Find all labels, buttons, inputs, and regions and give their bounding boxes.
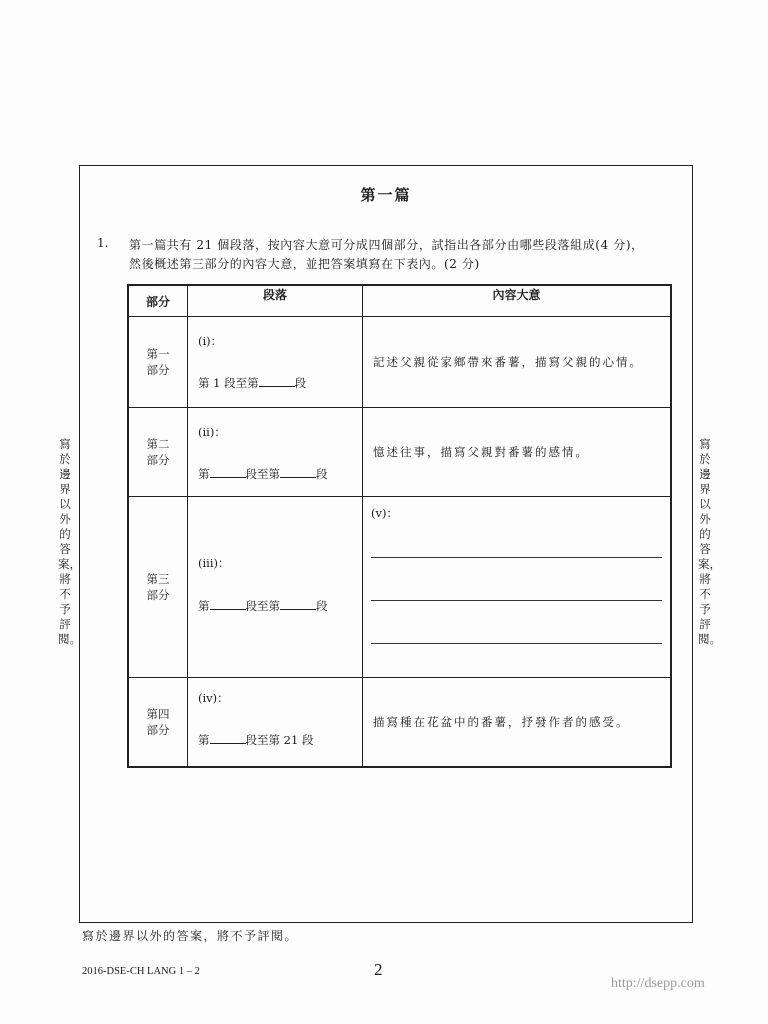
answer-blank[interactable] — [210, 598, 246, 610]
writing-line[interactable] — [371, 600, 662, 601]
answer-blank[interactable] — [280, 466, 316, 478]
answer-label-i: (i)： — [198, 334, 223, 348]
answer-table — [127, 284, 672, 768]
right-margin-note: 寫於邊界以外的答案，將不予評閱。 — [698, 437, 721, 646]
paragraph-range: 第 段至第 段 — [198, 599, 328, 613]
table-row — [128, 408, 671, 497]
page-number: 2 — [374, 960, 383, 979]
table-row — [128, 497, 671, 678]
left-margin-note: 寫於邊界以外的答案，將不予評閱。 — [58, 437, 81, 646]
table-row — [128, 317, 671, 408]
paragraph-range: 第 1 段至第 段 — [198, 376, 307, 390]
table-row — [128, 678, 671, 768]
part-label: 第三部分 — [146, 572, 170, 602]
answer-blank[interactable] — [280, 598, 316, 610]
part-label: 第一部分 — [146, 347, 170, 377]
paragraph-range: 第 段至第 段 — [198, 467, 328, 481]
part-label: 第二部分 — [146, 437, 170, 467]
answer-label-iv: (iv)： — [198, 691, 229, 705]
answer-label-ii: (ii)： — [198, 425, 226, 439]
watermark: http://dsepp.com — [611, 976, 705, 991]
part-label: 第四部分 — [146, 707, 170, 737]
answer-blank[interactable] — [259, 375, 295, 387]
answer-blank[interactable] — [210, 466, 246, 478]
bottom-note: 寫於邊界以外的答案，將不予評閱。 — [82, 929, 299, 943]
section-title: 第一篇 — [360, 186, 412, 204]
content-summary: 記述父親從家鄉帶來番薯，描寫父親的心情。 — [373, 355, 643, 369]
answer-label-iii: (iii)： — [198, 556, 230, 570]
header-paragraphs: 段落 — [188, 285, 363, 317]
content-summary: 描寫種在花盆中的番薯，抒發作者的感受。 — [373, 715, 630, 729]
answer-blank[interactable] — [210, 732, 246, 744]
writing-line[interactable] — [371, 643, 662, 644]
question-text: 第一篇共有 21 個段落，按內容大意可分成四個部分，試指出各部分由哪些段落組成(4 分)，然後概述第三部分的內容大意，並把答案填寫在下表內。(2 分) — [129, 238, 644, 271]
header-part: 部分 — [128, 285, 188, 317]
answer-label-v: (v)： — [371, 506, 398, 520]
content-summary: 憶述往事，描寫父親對番薯的感情。 — [373, 445, 589, 459]
header-content: 內容大意 — [363, 285, 672, 317]
writing-line[interactable] — [371, 557, 662, 558]
table-header-row — [128, 285, 671, 317]
question-number: 1. — [97, 236, 109, 250]
answer-frame — [79, 165, 693, 923]
paper-code: 2016-DSE-CH LANG 1 – 2 — [82, 966, 200, 977]
paragraph-range: 第 段至第 21 段 — [198, 733, 314, 747]
